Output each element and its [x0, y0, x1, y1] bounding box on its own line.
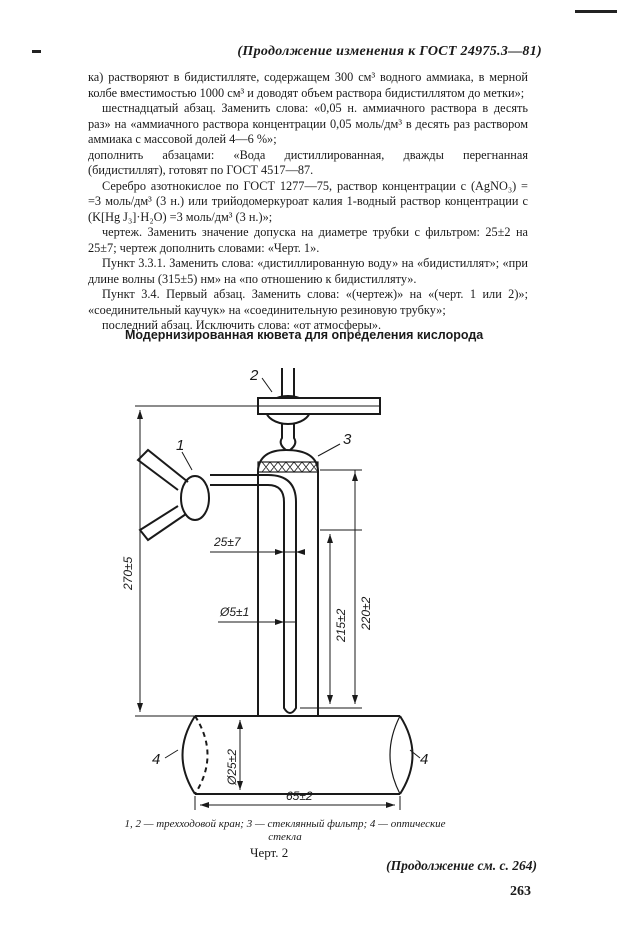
body-text [88, 70, 528, 334]
callout-1: 1 [176, 437, 185, 454]
filter-3-dome [258, 450, 318, 470]
paragraph: Пункт 3.4. Первый абзац. Заменить слова: «(чертеж)» на «(черт. 1 или 2)»; «соединительный каучук» на «соединительную резиновую трубку»; [88, 287, 528, 317]
window-4-left [183, 716, 196, 794]
callout-4-left: 4 [152, 751, 161, 768]
dim-total-height: 270±5 [121, 556, 135, 590]
vessel-walls [258, 470, 318, 702]
dim-215: 215±2 [334, 608, 348, 642]
dim-tube-offset: 25±7 [214, 535, 241, 549]
paragraph: ка) растворяют в бидистилляте, содержащем 300 см³ водного аммиака, в мерной колбе вместимостью 1000 см³ и доводят объем раствора бидистиллятом до метки»; [88, 70, 528, 100]
valve-2-stem [282, 368, 294, 398]
figure-number: Черт. 2 [250, 845, 289, 860]
corner-mark [32, 50, 41, 53]
dim-220: 220±2 [359, 596, 373, 630]
figure-caption: 1, 2 — трехходовой кран; 3 — стеклянный фильтр; 4 — оптические стекла [124, 818, 446, 843]
window-4-right [400, 716, 413, 794]
callout-4-right: 4 [420, 751, 429, 768]
paragraph: чертеж. Заменить значение допуска на диаметре трубки с фильтром: 25±2 на 25±7; чертеж дополнить словами: «Черт. 1». [88, 225, 528, 255]
paragraph: Серебро азотнокислое по ГОСТ 1277—75, раствор концентрации c (AgNO₃) = =3 моль/дм³ (3 н.) или трийодомеркуроат калия 1-водный раствор концентрации c (K[Hg J₃]·H₂O) =3 моль/дм³ (3 н.)»; [88, 178, 528, 224]
figure-title: Модернизированная кювета для определения кислорода [125, 328, 484, 342]
paragraph: Пункт 3.3.1. Заменить слова: «дистиллированную воду» на «бидистиллят»; «при длине волны (315±5) нм» на «по отношению к бидистилляту». [88, 256, 528, 286]
inner-tube [210, 475, 296, 713]
paragraph: дополнить абзацами: «Вода дистиллированная, дважды перегнанная (бидистиллят), готовят по ГОСТ 4517—87. [88, 147, 528, 177]
paragraph: шестнадцатый абзац. Заменить слова: «0,05 н. аммиачного раствора в десять раз» на «аммиачного раствора концентрации 0,05 моль/дм³ в десять раз раствором аммиака с массовой долей 4—6 %»; [88, 101, 528, 146]
dim-tube-diameter: Ø5±1 [220, 605, 250, 619]
valve-1-arm-upper [138, 450, 188, 490]
page-number: 263 [510, 884, 531, 899]
dim-cylinder-diameter: Ø25±2 [225, 749, 239, 785]
corner-mark [575, 10, 617, 13]
dim-cylinder-length: 65±2 [286, 789, 313, 803]
valve-1-arm-lower [140, 506, 186, 540]
paragraph: последний абзац. Исключить слова: «от атмосферы». [102, 318, 382, 332]
callout-2: 2 [250, 367, 259, 384]
callout-3: 3 [343, 431, 352, 448]
running-header: (Продолжение изменения к ГОСТ 24975.3—81) [237, 44, 542, 59]
cuvette-drawing [0, 340, 642, 820]
continuation-note: (Продолжение см. с. 264) [386, 858, 537, 873]
